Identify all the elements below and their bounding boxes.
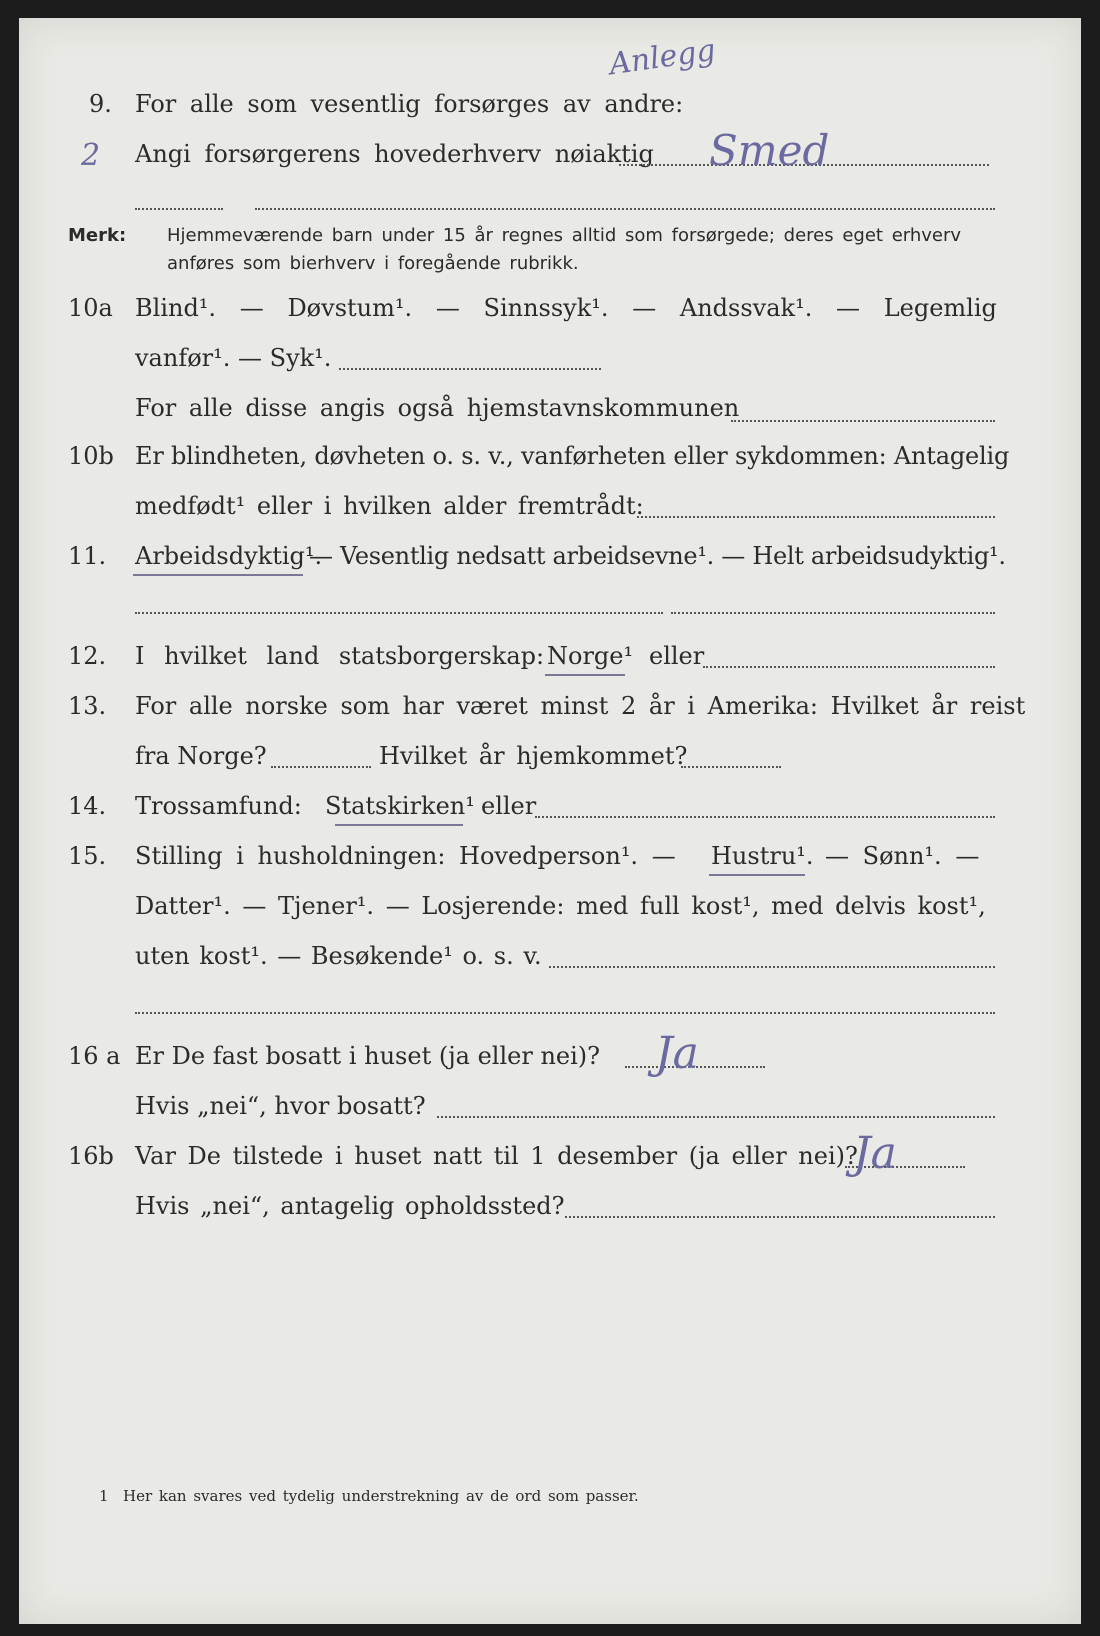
q14-statskirken: Statskirken¹ <box>325 792 475 820</box>
census-form-page <box>19 18 1081 1624</box>
q16a-line2: Hvis „nei“, hvor bosatt? <box>135 1092 426 1120</box>
q11-arbeidsdyktig: Arbeidsdyktig¹. <box>135 542 323 570</box>
q13-line2b: Hvilket år hjemkommet? <box>379 742 688 770</box>
q15-number: 15. <box>68 842 107 870</box>
q11-line-a <box>135 612 663 614</box>
q13-reist-line <box>271 766 371 768</box>
q16b-number: 16b <box>68 1142 114 1170</box>
q10b-number: 10b <box>68 442 114 470</box>
q13-number: 13. <box>68 692 107 720</box>
q12-post: eller <box>649 642 705 670</box>
q12-answer-line <box>703 666 995 668</box>
q10a-kommune-line <box>731 420 995 422</box>
q14-pre: Trossamfund: <box>135 792 302 820</box>
q10a-number: 10a <box>68 294 113 322</box>
q15-line1a: Stilling i husholdningen: Hovedperson¹. — <box>135 842 676 870</box>
q16a-answer: Ja <box>655 1028 699 1079</box>
q15-line1c: — Sønn¹. — <box>825 842 980 870</box>
q11-underline <box>133 574 303 576</box>
q10a-dash4: — <box>836 294 861 322</box>
q9-extra-line-b <box>255 208 995 210</box>
q12-pre: I hvilket land statsborgerskap: <box>135 642 545 670</box>
q10b-answer-line <box>637 516 995 518</box>
q9-line1: For alle som vesentlig forsørges av andre: <box>135 90 684 118</box>
q12-underline <box>545 674 625 676</box>
q9-line2: Angi forsørgerens hovederhverv nøiaktig <box>135 140 654 168</box>
q14-underline <box>335 824 463 826</box>
q13-line1: For alle norske som har været minst 2 år i Amerika: Hvilket år reist <box>135 692 1026 720</box>
q15-extra-line <box>135 1012 995 1014</box>
q10a-line3: For alle disse angis også hjemstavnskommunen <box>135 394 740 422</box>
q9-extra-line-a <box>135 208 223 210</box>
q16a-line1: Er De fast bosatt i huset (ja eller nei)? <box>135 1042 601 1070</box>
q10a-andssvak: Andssvak¹. <box>679 294 813 322</box>
q12-norge: Norge¹ <box>547 642 634 670</box>
q12-number: 12. <box>68 642 107 670</box>
q14-post: eller <box>481 792 537 820</box>
q10a-syk-line <box>339 368 601 370</box>
q16a-bosatt-line <box>437 1116 995 1118</box>
q11-rest: — Vesentlig nedsatt arbeidsevne¹. — Helt arbeidsudyktig¹. <box>309 542 1006 570</box>
q16b-answer: Ja <box>853 1128 897 1179</box>
q9-number: 9. <box>89 90 112 118</box>
q10b-line2: medfødt¹ eller i hvilken alder fremtrådt: <box>135 492 644 520</box>
q13-line2a: fra Norge? <box>135 742 267 770</box>
merk-line1: Hjemmeværende barn under 15 år regnes alltid som forsørgede; deres eget erhverv <box>167 225 962 246</box>
q16b-opphold-line <box>565 1216 995 1218</box>
q13-hjem-line <box>681 766 781 768</box>
q14-number: 14. <box>68 792 107 820</box>
q15-line2: Datter¹. — Tjener¹. — Losjerende: med full kost¹, med delvis kost¹, <box>135 892 986 920</box>
q9-margin-mark: 2 <box>81 138 101 173</box>
q16b-line1: Var De tilstede i huset natt til 1 desember (ja eller nei)? <box>135 1142 858 1170</box>
q9-over-note: Anlegg <box>607 32 718 83</box>
q16b-line2: Hvis „nei“, antagelig opholdssted? <box>135 1192 565 1220</box>
footnote-text: Her kan svares ved tydelig understrekning av de ord som passer. <box>123 1487 639 1505</box>
q16a-number: 16 a <box>68 1042 121 1070</box>
q10a-dash2: — <box>435 294 460 322</box>
q9-answer: Smed <box>709 126 830 175</box>
q11-number: 11. <box>68 542 107 570</box>
q10a-line1 <box>135 294 997 322</box>
merk-line2: anføres som bierhverv i foregående rubrikk. <box>167 253 579 274</box>
q14-answer-line <box>535 816 995 818</box>
footnote-mark: 1 <box>99 1487 109 1505</box>
q10a-dash1: — <box>239 294 264 322</box>
q10a-blind: Blind¹. <box>135 294 217 322</box>
q10a-legemlig: Legemlig <box>883 294 997 322</box>
q10b-line1: Er blindheten, døvheten o. s. v., vanførheten eller sykdommen: Antagelig <box>135 442 1010 470</box>
q10a-sinnssyk: Sinnssyk¹. <box>483 294 609 322</box>
q10a-line2: vanfør¹. — Syk¹. <box>135 344 332 372</box>
q15-line3: uten kost¹. — Besøkende¹ o. s. v. <box>135 942 542 970</box>
q10a-dovstum: Døvstum¹. <box>287 294 413 322</box>
q15-underline <box>709 874 805 876</box>
q15-answer-line <box>549 966 995 968</box>
q10a-dash3: — <box>632 294 657 322</box>
q11-line-b <box>671 612 995 614</box>
q15-hustru: Hustru¹. <box>711 842 814 870</box>
merk-label: Merk: <box>68 225 127 246</box>
